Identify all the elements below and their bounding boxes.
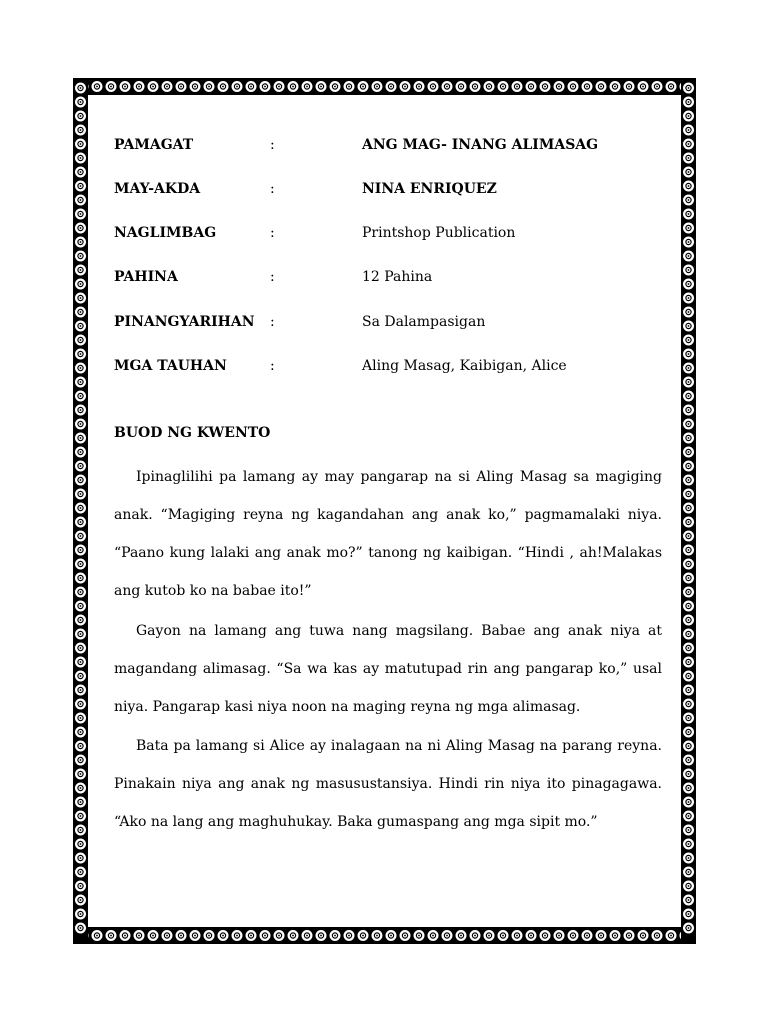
border-ornament-right [681, 78, 696, 944]
info-colon: : [270, 314, 275, 330]
border-right [681, 78, 696, 944]
info-colon: : [270, 225, 275, 241]
border-left [73, 78, 88, 944]
summary-paragraph: Gayon na lamang ang tuwa nang magsilang. Babae ang anak niya at magandang alimasag. “Sa wa kas ay matutupad rin ang pangarap ko,” usal niya. Pangarap kasi niya noon na maging reyna ng mga alimasag. [114, 623, 662, 715]
border-ornament-bottom [73, 927, 696, 944]
info-label: MAY-AKDA [114, 181, 201, 197]
border-top [73, 78, 696, 95]
info-colon: : [270, 269, 275, 285]
info-colon: : [270, 358, 275, 374]
info-value: Sa Dalampasigan [362, 314, 486, 330]
info-value: NINA ENRIQUEZ [362, 181, 497, 197]
summary-paragraph: Ipinaglilihi pa lamang ay may pangarap na si Aling Masag sa magiging anak. “Magiging reyna ng kagandahan ang anak ko,” pagmamalaki niya. “Paano kung lalaki ang anak mo?” tanong ng kaibigan. “Hindi , ah!Malakas ang kutob ko na babae ito!” [114, 469, 662, 599]
border-ornament-top [73, 78, 696, 95]
summary-paragraph: Bata pa lamang si Alice ay inalagaan na ni Aling Masag na parang reyna. Pinakain niya ang anak ng masusustansiya. Hindi rin niya ito pinagagawa. “Ako na lang ang maghuhukay. Baka gumaspang ang mga sipit mo.” [114, 738, 662, 830]
info-colon: : [270, 137, 275, 153]
info-label: MGA TAUHAN [114, 358, 227, 374]
border-ornament-left [73, 78, 88, 944]
border-bottom [73, 927, 696, 944]
info-value: ANG MAG- INANG ALIMASAG [362, 137, 599, 153]
info-value: Aling Masag, Kaibigan, Alice [362, 358, 567, 374]
info-value: Printshop Publication [362, 225, 516, 241]
info-label: NAGLIMBAG [114, 225, 217, 241]
info-label: PAHINA [114, 269, 178, 285]
summary-heading: BUOD NG KWENTO [114, 425, 271, 441]
info-label: PINANGYARIHAN [114, 314, 255, 330]
info-value: 12 Pahina [362, 269, 433, 285]
info-label: PAMAGAT [114, 137, 194, 153]
info-colon: : [270, 181, 275, 197]
